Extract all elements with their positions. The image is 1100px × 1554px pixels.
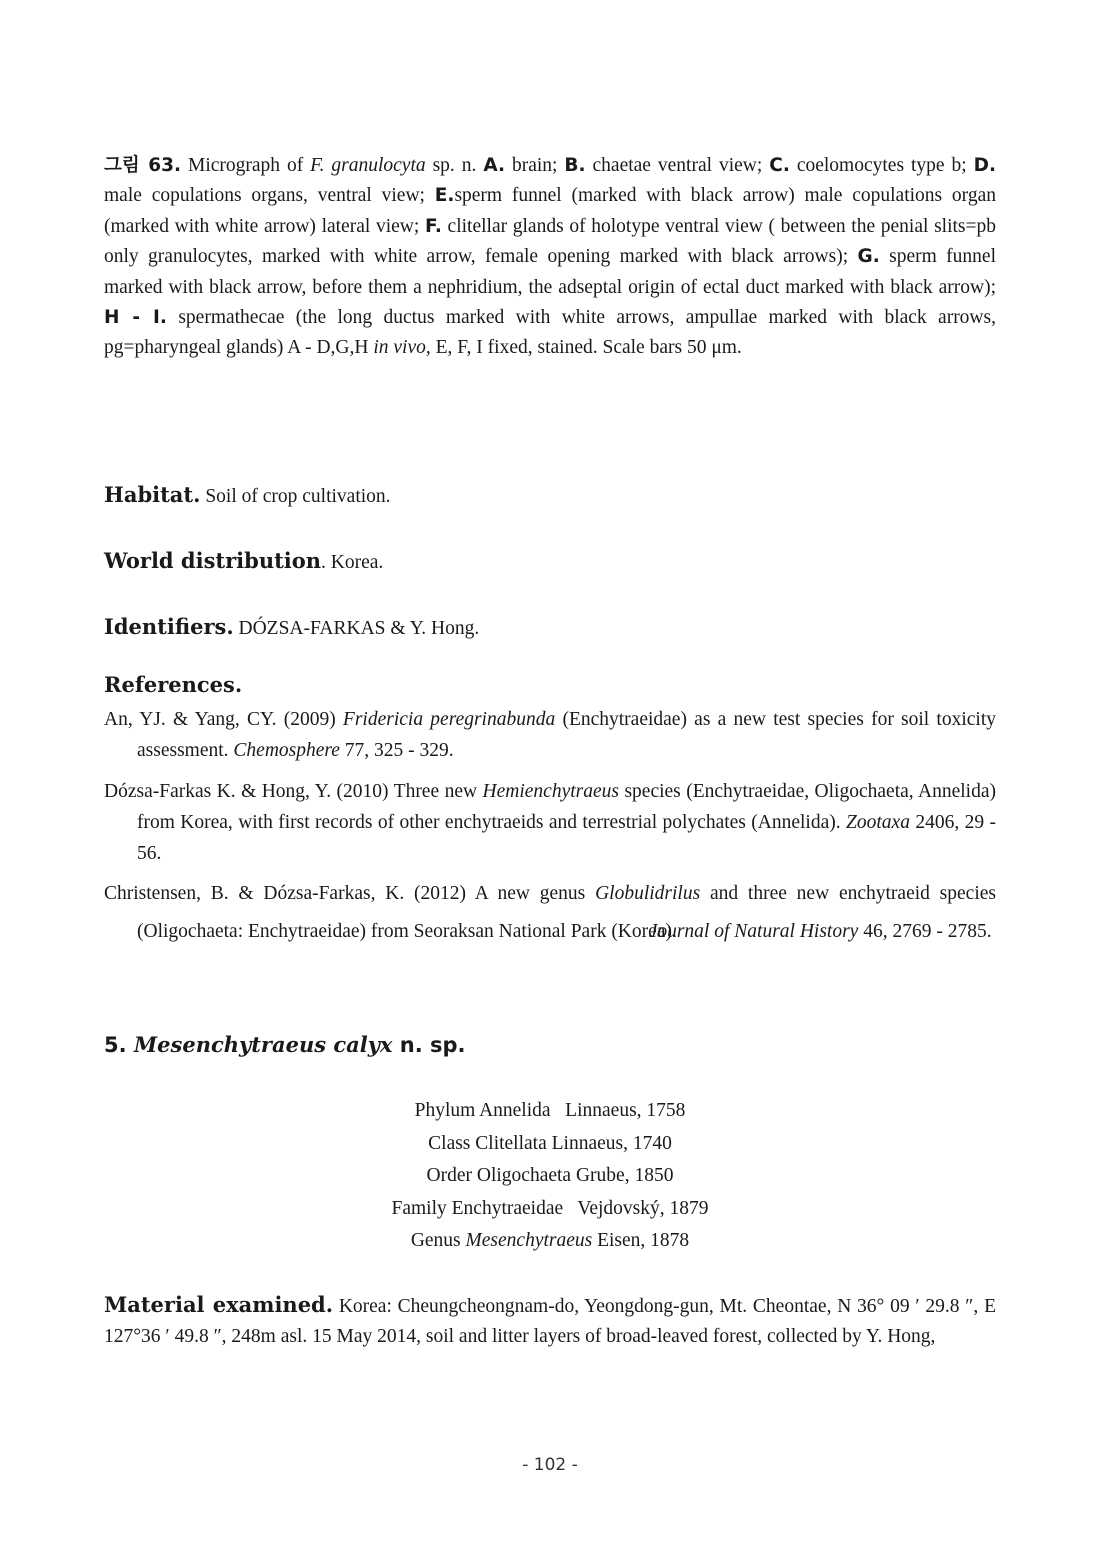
species-title-name: Mesenchytraeus calyx (133, 1032, 393, 1057)
material-examined-section (104, 1290, 996, 1353)
world-distribution-text: . Korea. (321, 552, 384, 573)
identifiers-section (104, 612, 996, 644)
taxonomy-class: Class Clitellata Linnaeus, 1740 (428, 1132, 672, 1154)
taxonomy-phylum: Phylum Annelida Linnaeus, 1758 (414, 1100, 686, 1121)
material-examined-heading: Material examined. (104, 1292, 334, 1317)
world-distribution-section (104, 546, 996, 578)
references-heading: References. (104, 672, 243, 697)
page-number: - 102 - (522, 1455, 578, 1475)
figure-caption: 그림 63. Micrograph of F. granulocyta sp. n. A. brain; B. chaetae ventral view; C. coelomocytes type b; D. male copulations organs, ventral view; E.sperm funnel (marked with black arrow) male copulations organ (marked with white arrow) lateral view; F. clitellar glands of holotype ventral view ( between the penial slits=pb only granulocytes, marked with white arrow, female opening marked with black arrows); G. sperm funnel marked with black arrow, before them a nephridium, the adseptal origin of ectal duct marked with black arrow); H - I. spermathecae (the long ductus marked with white arrows, ampullae marked with black arrows, pg=pharyngeal glands) A - D,G,H in vivo, E, F, I fixed, stained. Scale bars 50 μm. (104, 155, 997, 359)
identifiers-heading: Identifiers. (104, 614, 234, 639)
species-name: F. granulocyta (310, 155, 426, 176)
reference-item: An, YJ. & Yang, CY. (2009) Fridericia peregrinabunda (Enchytraeidae) as a new test species for soil toxicity assessment. Chemosphere 77, 325 - 329. (104, 709, 997, 761)
reference-item: Christensen, B. & Dózsa-Farkas, K. (2012) A new genus Globulidrilus and three new enchytraeid species (Oligochaeta: Enchytraeidae) from Seoraksan National Park (Korea). Journal of Natural History 46, 2769 - 2785. (104, 883, 996, 942)
taxonomy-genus: Genus Mesenchytraeus Eisen, 1878 (410, 1230, 690, 1252)
reference-item: Dózsa-Farkas K. & Hong, Y. (2010) Three new Hemienchytraeus species (Enchytraeidae, Oligochaeta, Annelida) from Korea, with first records of other enchytraeids and terrestrial polychates (Annelida). Zootaxa 2406, 29 - 56. (104, 781, 996, 864)
habitat-text: Soil of crop cultivation. (200, 486, 391, 507)
species-title: 5. Mesenchytraeus calyx n. sp. (104, 1032, 466, 1057)
habitat-heading: Habitat. (104, 482, 201, 507)
world-distribution-heading: World distribution (104, 548, 322, 573)
taxonomy-family: Family Enchytraeidae Vejdovský, 1879 (391, 1197, 709, 1219)
taxonomy-order: Order Oligochaeta Grube, 1850 (426, 1165, 674, 1187)
material-examined-text: Korea: Cheungcheongnam-do, Yeongdong-gun, Mt. Cheontae, N 36° 09 ′ 29.8 ″, E 127°36 ′ 49.8 ″, 248m asl. 15 May 2014, soil and litter layers of broad-leaved forest, collected by Y. Hong, (104, 1296, 996, 1348)
identifiers-text: DÓZSA-FARKAS & Y. Hong. (233, 618, 480, 639)
figure-label: 그림 63. (104, 155, 182, 176)
habitat-section (104, 480, 996, 512)
taxonomy-block (250, 1095, 850, 1258)
